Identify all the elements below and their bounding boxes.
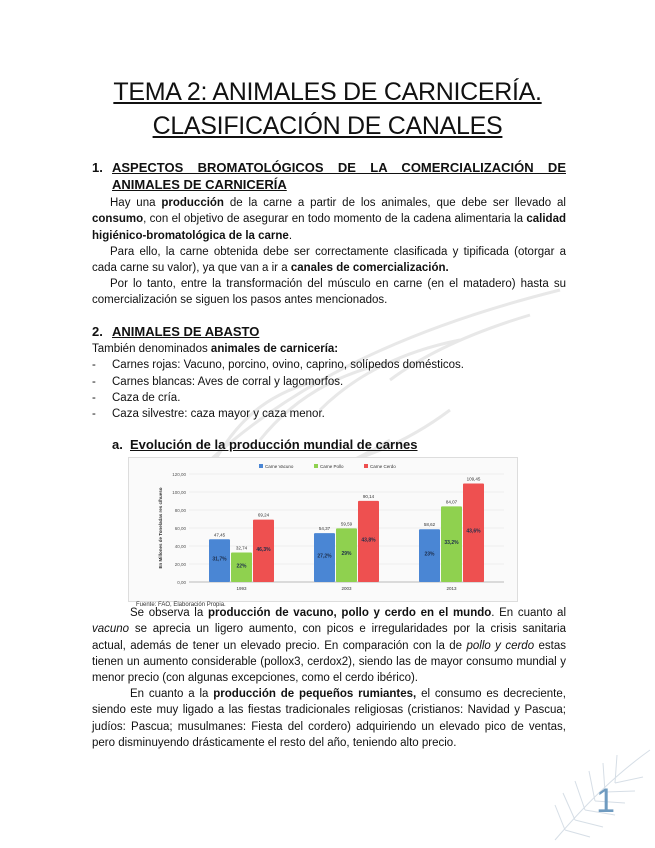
x-tick-label: 2003 xyxy=(341,586,352,591)
list-item: Carnes rojas: Vacuno, porcino, ovino, caprino, solípedos domésticos. xyxy=(112,359,465,371)
bar-percent-label: 31,7% xyxy=(212,556,227,563)
section-2-number: 2. xyxy=(92,324,103,339)
list-bullet: - xyxy=(92,392,96,404)
legend-label: Carne Cerdo xyxy=(370,464,396,469)
bar-percent-label: 33,2% xyxy=(444,540,459,547)
bar-percent-label: 43,6% xyxy=(466,528,481,535)
page-number: 1 xyxy=(596,782,615,820)
legend-swatch xyxy=(259,464,263,468)
section-2-intro: También denominados animales de carnicería: xyxy=(92,343,339,355)
bar-value-label: 90,14 xyxy=(362,493,375,499)
subsection-a-letter: a. xyxy=(112,437,123,452)
list-bullet: - xyxy=(92,376,96,388)
y-tick-label: 60,00 xyxy=(174,526,186,531)
section-2-heading: ANIMALES DE ABASTO xyxy=(112,324,260,339)
section-1-paragraph-2: Para ello, la carne obtenida debe ser correctamente clasificada y tipificada (otorgar a cada carne su valor), ya que van a ir a canales de comercialización. xyxy=(92,246,566,275)
section-2-paragraph-2: En cuanto a la producción de pequeños rumiantes, el consumo es decreciente, siendo este muy ligado a las fiestas tradicionales religiosas (cristianos: Navidad y Pascua; judíos: Pascua; musulmanes: Fiesta del cordero) adquiriendo un elevado pico de ventas, pero disminuyendo drásticamente el resto del año, teniendo alto precio. xyxy=(92,688,566,749)
list-item: Caza silvestre: caza mayor y caza menor. xyxy=(112,408,325,420)
list-bullet: - xyxy=(92,408,96,420)
chart-source: Fuente: FAO, Elaboración Propia. xyxy=(136,602,226,608)
bar-value-label: 59,59 xyxy=(340,521,353,527)
bar-value-label: 54,37 xyxy=(318,526,331,532)
bar-value-label: 84,07 xyxy=(445,499,458,505)
legend-swatch xyxy=(314,464,318,468)
y-tick-label: 20,00 xyxy=(174,562,186,567)
x-tick-label: 2013 xyxy=(446,586,457,591)
bar-percent-label: 46,3% xyxy=(256,546,271,553)
list-bullet: - xyxy=(92,359,96,371)
bar-value-label: 58,62 xyxy=(423,522,436,528)
bar-value-label: 69,24 xyxy=(257,512,270,518)
bar-value-label: 109,45 xyxy=(466,476,481,482)
chart-svg xyxy=(129,458,517,601)
y-tick-label: 100,00 xyxy=(172,490,186,495)
y-tick-label: 120,00 xyxy=(172,472,186,477)
section-2-paragraph-1: Se observa la producción de vacuno, pollo y cerdo en el mundo. En cuanto al vacuno se aprecia un ligero aumento, con picos e irregularidades por la crisis sanitaria actual, además de tener un elevado precio. En comparación con la de pollo y cerdo estas tienen un aumento considerable (pollox3, cerdox2), siendo las de mayor consumo mundial y menor precio (con algunas excepciones, como el cerdo ibérico). xyxy=(92,607,567,685)
list-item: Caza de cría. xyxy=(112,392,181,404)
subsection-a-heading: Evolución de la producción mundial de carnes xyxy=(130,437,418,452)
y-tick-label: 0,00 xyxy=(177,580,186,585)
bar-percent-label: 22% xyxy=(236,563,247,570)
x-tick-label: 1993 xyxy=(236,586,247,591)
legend-label: Carne Vacuno xyxy=(265,464,294,469)
section-1-paragraph-1: Hay una producción de la carne a partir de los animales, que debe ser llevado al consumo, con el objetivo de asegurar en todo momento de la cadena alimentaria la calidad higiénico-bromatológica de la carne. xyxy=(92,197,566,242)
bar-value-label: 32,74 xyxy=(235,545,248,551)
section-1-heading-line-2: ANIMALES DE CARNICERÍA xyxy=(112,177,287,192)
bar-value-label: 47,45 xyxy=(213,532,226,538)
y-axis-label: En Millones de Toneladas res c/hueso xyxy=(158,487,163,569)
page-title-line-2: CLASIFICACIÓN DE CANALES xyxy=(152,112,503,140)
page-title-line-1: TEMA 2: ANIMALES DE CARNICERÍA. xyxy=(113,78,542,106)
legend-swatch xyxy=(364,464,368,468)
list-item: Carnes blancas: Aves de corral y lagomorfos. xyxy=(112,376,344,388)
bar-percent-label: 27,2% xyxy=(317,553,332,560)
section-1-heading: ASPECTOS BROMATOLÓGICOS DE LA COMERCIALIZACIÓN DE xyxy=(112,160,566,175)
section-1-number: 1. xyxy=(92,160,103,175)
y-tick-label: 40,00 xyxy=(174,544,186,549)
bar-percent-label: 23% xyxy=(424,551,435,558)
y-tick-label: 80,00 xyxy=(174,508,186,513)
meat-production-chart xyxy=(128,457,518,602)
bar-percent-label: 29% xyxy=(341,551,352,558)
bar-percent-label: 43,8% xyxy=(361,537,376,544)
section-1-paragraph-3: Por lo tanto, entre la transformación del músculo en carne (en el matadero) hasta su comercialización se siguen los pasos antes mencionados. xyxy=(92,278,566,307)
legend-label: Carne Pollo xyxy=(320,464,344,469)
